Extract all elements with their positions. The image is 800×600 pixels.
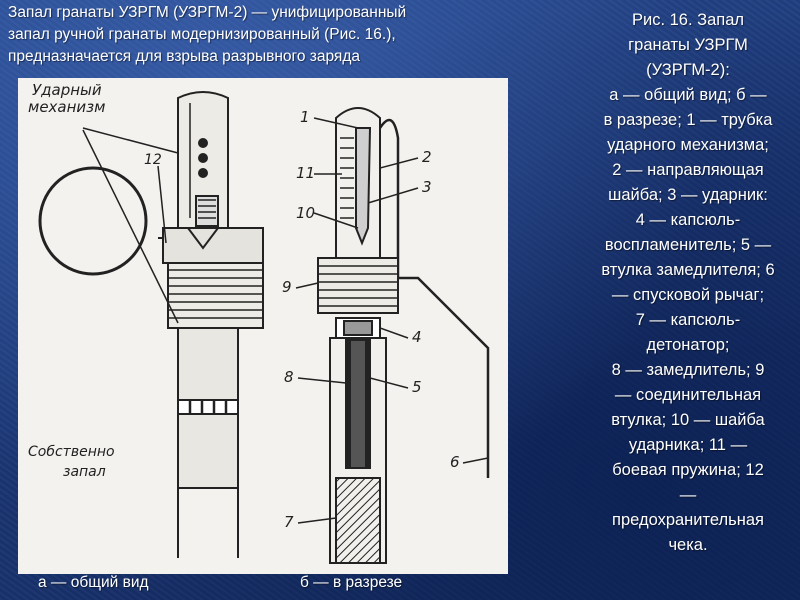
label-udarny: Ударный — [32, 81, 102, 99]
description-line: детонатор; — [646, 336, 730, 354]
caption-general-view: а — общий вид — [38, 574, 149, 591]
fuse-drawing-figure — [18, 78, 508, 574]
description-line: Рис. 16. Запал — [631, 11, 745, 29]
label-sobstvenno: Собственно — [28, 444, 115, 460]
description-line: а — общий вид; б — — [609, 86, 767, 104]
safety-ring — [40, 168, 146, 274]
description-line: втулка; 10 — шайба — [611, 411, 765, 429]
description-line: в разрезе; 1 — трубка — [603, 111, 773, 129]
description-line: — соединительная — [614, 386, 762, 404]
number-6: 6 — [450, 453, 460, 471]
fuse-drawing — [18, 78, 508, 574]
header-line-3: предназначается для взрыва разрывного заряда — [8, 48, 360, 65]
number-5: 5 — [412, 378, 422, 396]
number-8: 8 — [284, 368, 294, 386]
caption-section-view: б — в разрезе — [300, 574, 403, 591]
description-line: 7 — капсюль- — [635, 311, 741, 329]
number-2: 2 — [422, 148, 432, 166]
number-4: 4 — [412, 328, 422, 346]
number-9: 9 — [282, 278, 292, 296]
section-view-drawing — [296, 108, 488, 563]
description-line: 2 — направляющая — [612, 161, 764, 179]
description-line: 4 — капсюль- — [635, 211, 741, 229]
number-11: 11 — [296, 164, 316, 182]
number-10: 10 — [296, 204, 316, 222]
description-line: — — [679, 486, 697, 504]
header-line-2: запал ручной гранаты модернизированный (Рис. 16.), — [8, 26, 396, 43]
description-line: шайба; 3 — ударник: — [608, 186, 768, 204]
description-line: ударника; 11 — — [628, 436, 748, 454]
description-line: гранаты УЗРГМ — [628, 36, 748, 54]
description-line: втулка замедлителя; 6 — [601, 261, 775, 279]
description-line: 8 — замедлитель; 9 — [611, 361, 765, 379]
number-7: 7 — [284, 513, 294, 531]
label-mekhanizm: механизм — [28, 98, 106, 116]
description-line: предохранительная — [612, 511, 764, 529]
description-line: боевая пружина; 12 — [612, 461, 764, 479]
label-zapal: запал — [63, 464, 106, 480]
description-line: воспламенитель; 5 — — [604, 236, 772, 254]
description-line: — спусковой рычаг; — [611, 286, 765, 304]
header-line-1: Запал гранаты УЗРГМ (УЗРГМ-2) — унифицированный — [8, 4, 407, 21]
description-line: ударного механизма; — [607, 136, 769, 154]
number-3: 3 — [422, 178, 432, 196]
number-1: 1 — [300, 108, 310, 126]
figure-description — [578, 8, 798, 558]
description-line: (УЗРГМ-2): — [646, 61, 730, 79]
number-12: 12 — [144, 152, 162, 168]
description-line: чека. — [668, 536, 708, 554]
slide-header — [8, 2, 568, 68]
